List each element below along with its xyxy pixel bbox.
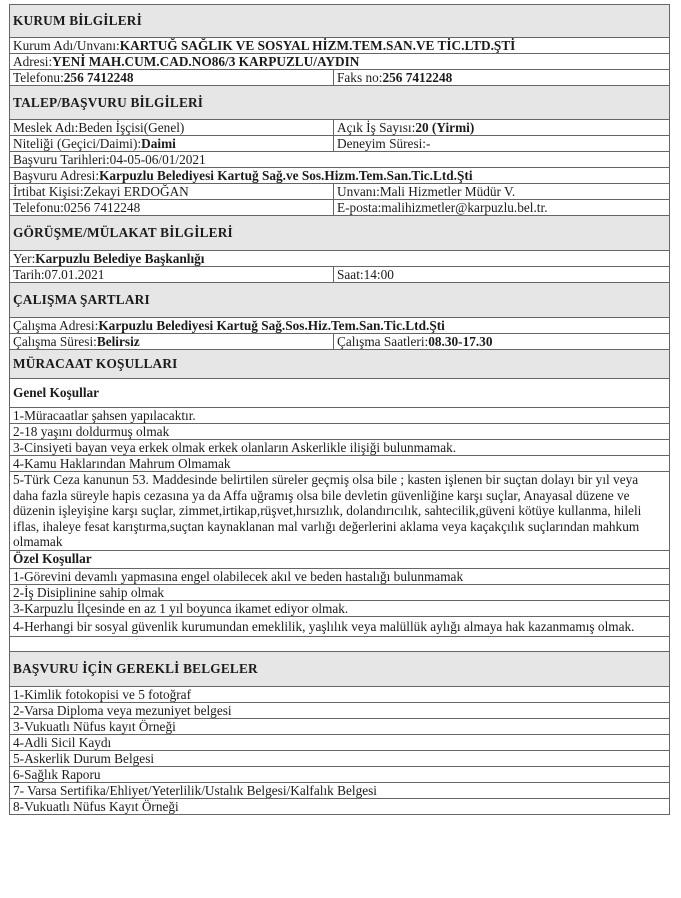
genel-kosul-4: 4-Kamu Haklarından Mahrum Olmamak bbox=[13, 456, 231, 471]
genel-kosul-item bbox=[9, 455, 670, 471]
talep-adres-row bbox=[9, 167, 670, 183]
calisma-sure-row bbox=[9, 333, 670, 349]
job-posting-form bbox=[9, 4, 670, 815]
belge-item bbox=[9, 766, 670, 782]
belge-8: 8-Vukuatlı Nüfus Kayıt Örneği bbox=[13, 798, 179, 814]
talep-deneyim: Deneyim Süresi:- bbox=[337, 136, 431, 151]
ozel-kosul-4: 4-Herhangi bir sosyal güvenlik kurumundan emeklilik, yaşlılık veya malüllük aylığı almaya hak kazanmamış olmak. bbox=[13, 618, 635, 634]
genel-kosullar-title: Genel Koşullar bbox=[9, 378, 670, 407]
kurum-adi-label: Kurum Adı/Unvanı: bbox=[13, 38, 120, 53]
kurum-faks-label: Faks no: bbox=[337, 70, 383, 85]
belge-2: 2-Varsa Diploma veya mezuniyet belgesi bbox=[13, 702, 232, 718]
belge-1: 1-Kimlik fotokopisi ve 5 fotoğraf bbox=[13, 686, 192, 702]
section-belgeler-title: BAŞVURU İÇİN GEREKLİ BELGELER bbox=[9, 651, 670, 686]
talep-nitelik-row bbox=[9, 135, 670, 151]
belge-item bbox=[9, 686, 670, 702]
talep-unvan: Unvanı:Mali Hizmetler Müdür V. bbox=[337, 184, 516, 199]
section-talep-title: TALEP/BAŞVURU BİLGİLERİ bbox=[9, 85, 670, 119]
genel-kosul-3: 3-Cinsiyeti bayan veya erkek olmak erkek olanların Askerlikle ilişiği bulunmamak. bbox=[13, 440, 457, 455]
genel-kosul-item bbox=[9, 407, 670, 423]
belge-4: 4-Adli Sicil Kaydı bbox=[13, 734, 112, 750]
gorusme-tarih-row bbox=[9, 266, 670, 282]
talep-acik-label: Açık İş Sayısı: bbox=[337, 120, 416, 135]
kurum-adres-label: Adresi: bbox=[13, 54, 53, 69]
kurum-adres-value: YENİ MAH.CUM.CAD.NO86/3 KARPUZLU/AYDIN bbox=[52, 54, 360, 69]
ozel-kosul-1: 1-Görevini devamlı yapmasına engel olabilecek akıl ve beden hastalığı bulunmamak bbox=[13, 568, 464, 584]
ozel-kosullar-title: Özel Koşullar bbox=[9, 550, 670, 568]
belge-item bbox=[9, 734, 670, 750]
ozel-kosul-item bbox=[9, 584, 670, 600]
genel-kosul-1: 1-Müracaatlar şahsen yapılacaktır. bbox=[13, 408, 196, 423]
genel-kosul-item bbox=[9, 471, 670, 550]
calisma-adres-row bbox=[9, 317, 670, 333]
talep-tarih-row bbox=[9, 151, 670, 167]
calisma-adres-label: Çalışma Adresi: bbox=[13, 318, 99, 333]
kurum-faks-value: 256 7412248 bbox=[382, 70, 453, 85]
talep-meslek: Meslek Adı:Beden İşçisi(Genel) bbox=[10, 120, 334, 135]
belge-3: 3-Vukuatlı Nüfus kayıt Örneği bbox=[13, 718, 176, 734]
gorusme-yer-row bbox=[9, 250, 670, 266]
table-bottom-border bbox=[9, 814, 670, 815]
belge-item bbox=[9, 702, 670, 718]
genel-kosul-item bbox=[9, 439, 670, 455]
section-calisma-title: ÇALIŞMA ŞARTLARI bbox=[9, 282, 670, 317]
genel-kosul-5: 5-Türk Ceza kanunun 53. Maddesinde belirtilen süreler geçmiş olsa bile ; kasten işlenen bir suçtan dolayı bir yıl veya daha fazla süreyle hapis cezasına ya da Affa uğramış olsa bile devletin güvenliğine karşı suçlar, Anayasal düzene ve düzenin işleyişine karşı suçlar, zimmet,irtikap,rüşvet,hırsızlık, dolandırıcılık, sahtecilik,güveni kötüye kullanma, hileli iflas, ihaleye fesat karıştırma,suçtan kaynaklanan mal varlığı değerlerini aklama veya kaçakçılık suçlarından mahkum olmamak bbox=[13, 472, 642, 549]
spacer bbox=[9, 636, 670, 651]
kurum-tel-label: Telefonu: bbox=[13, 70, 64, 85]
kurum-adres-row bbox=[9, 53, 670, 69]
ozel-kosul-3: 3-Karpuzlu İlçesinde en az 1 yıl boyunca ikamet ediyor olmak. bbox=[13, 600, 349, 616]
ozel-kosul-item bbox=[9, 568, 670, 584]
genel-kosul-2: 2-18 yaşını doldurmuş olmak bbox=[13, 424, 170, 439]
gorusme-yer-value: Karpuzlu Belediye Başkanlığı bbox=[35, 251, 205, 266]
genel-kosul-item bbox=[9, 423, 670, 439]
belge-item bbox=[9, 782, 670, 798]
belge-6: 6-Sağlık Raporu bbox=[13, 766, 101, 782]
talep-meslek-row bbox=[9, 119, 670, 135]
calisma-sure-label: Çalışma Süresi: bbox=[13, 334, 97, 349]
belge-item bbox=[9, 750, 670, 766]
talep-nitelik-value: Daimi bbox=[141, 136, 176, 151]
ozel-kosul-item bbox=[9, 600, 670, 616]
calisma-saat-value: 08.30-17.30 bbox=[428, 334, 493, 349]
calisma-adres-value: Karpuzlu Belediyesi Kartuğ Sağ.Sos.Hiz.Tem.San.Tic.Ltd.Şti bbox=[98, 318, 445, 333]
gorusme-yer-label: Yer: bbox=[13, 251, 36, 266]
talep-eposta: E-posta:malihizmetler@karpuzlu.bel.tr. bbox=[337, 200, 548, 215]
gorusme-tarih: Tarih:07.01.2021 bbox=[10, 267, 334, 282]
kurum-tel-value: 256 7412248 bbox=[63, 70, 134, 85]
kurum-adi-row bbox=[9, 37, 670, 53]
talep-telefon-row bbox=[9, 199, 670, 215]
belge-item bbox=[9, 798, 670, 814]
ozel-kosul-2: 2-İş Disiplinine sahip olmak bbox=[13, 584, 165, 600]
section-muracaat-title: MÜRACAAT KOŞULLARI bbox=[9, 349, 670, 378]
talep-nitelik-label: Niteliği (Geçici/Daimi): bbox=[13, 136, 142, 151]
calisma-sure-value: Belirsiz bbox=[96, 334, 140, 349]
ozel-kosul-item bbox=[9, 616, 670, 636]
talep-irtibat: İrtibat Kişisi:Zekayi ERDOĞAN bbox=[10, 184, 334, 199]
belge-5: 5-Askerlik Durum Belgesi bbox=[13, 750, 155, 766]
section-gorusme-title: GÖRÜŞME/MÜLAKAT BİLGİLERİ bbox=[9, 215, 670, 250]
talep-telefon: Telefonu:0256 7412248 bbox=[10, 200, 334, 215]
talep-acik-value: 20 (Yirmi) bbox=[415, 120, 475, 135]
belge-7: 7- Varsa Sertifika/Ehliyet/Yeterlilik/Ustalık Belgesi/Kalfalık Belgesi bbox=[13, 782, 378, 798]
talep-adres-label: Başvuru Adresi: bbox=[13, 168, 100, 183]
gorusme-saat: Saat:14:00 bbox=[337, 267, 394, 282]
talep-adres-value: Karpuzlu Belediyesi Kartuğ Sağ.ve Sos.Hizm.Tem.San.Tic.Ltd.Şti bbox=[99, 168, 473, 183]
calisma-saat-label: Çalışma Saatleri: bbox=[337, 334, 429, 349]
talep-irtibat-row bbox=[9, 183, 670, 199]
kurum-tel-row bbox=[9, 69, 670, 85]
talep-tarih: Başvuru Tarihleri:04-05-06/01/2021 bbox=[13, 152, 206, 167]
section-kurum-title: KURUM BİLGİLERİ bbox=[9, 4, 670, 37]
belge-item bbox=[9, 718, 670, 734]
kurum-adi-value: KARTUĞ SAĞLIK VE SOSYAL HİZM.TEM.SAN.VE TİC.LTD.ŞTİ bbox=[119, 38, 516, 53]
